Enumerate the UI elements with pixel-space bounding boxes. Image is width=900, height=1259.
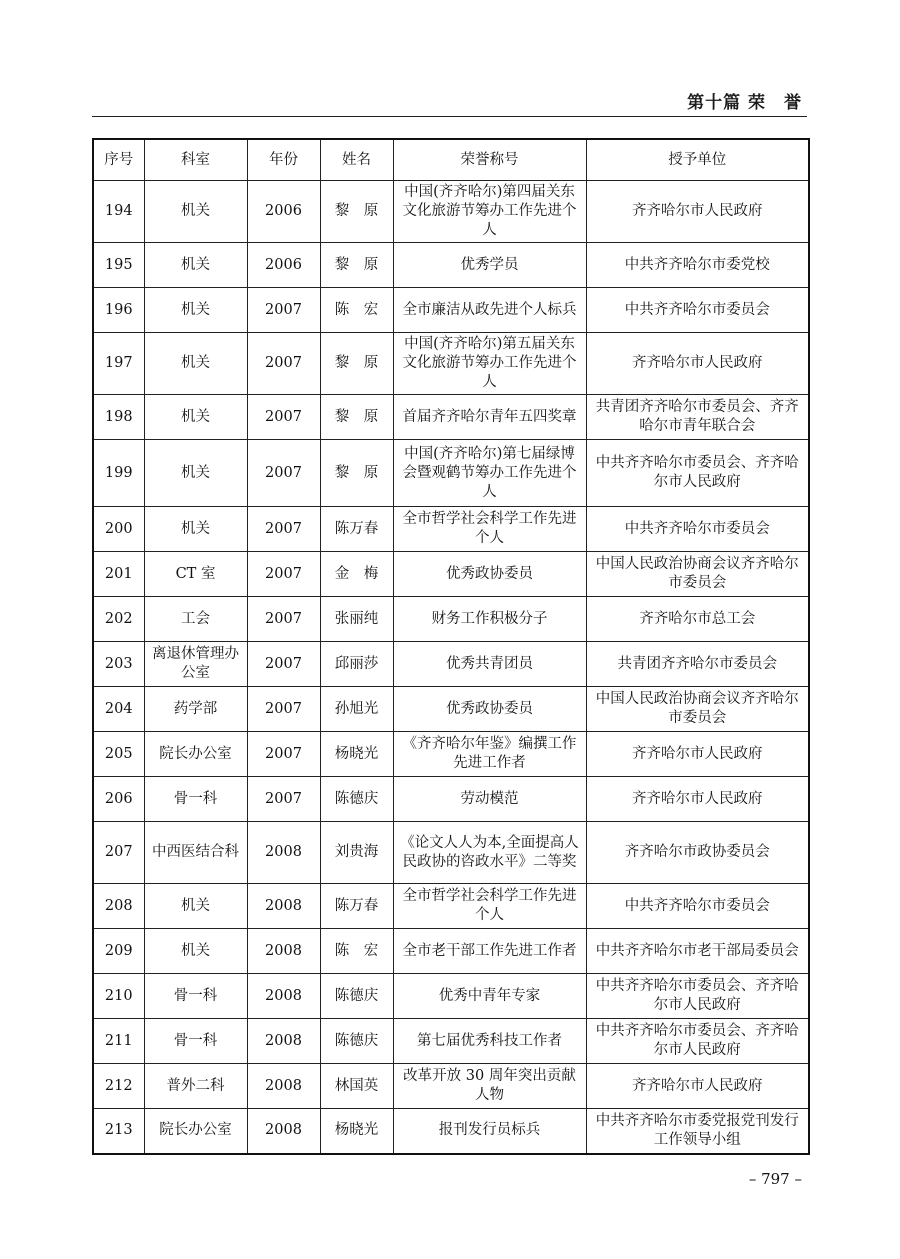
cell-year: 2007 xyxy=(247,597,320,642)
cell-year: 2007 xyxy=(247,777,320,822)
table-row xyxy=(93,732,809,777)
cell-grantor: 中共齐齐哈尔市委员会 xyxy=(586,507,809,552)
cell-honor: 改革开放 30 周年突出贡献人物 xyxy=(393,1064,586,1109)
cell-no: 212 xyxy=(93,1064,144,1109)
cell-year: 2008 xyxy=(247,974,320,1019)
table-row xyxy=(93,974,809,1019)
column-header-no: 序号 xyxy=(93,139,144,181)
column-header-grantor: 授予单位 xyxy=(586,139,809,181)
table-row xyxy=(93,929,809,974)
cell-name: 陈德庆 xyxy=(320,974,393,1019)
cell-name: 金 梅 xyxy=(320,552,393,597)
running-header: 第十篇 荣 誉 xyxy=(687,93,802,113)
cell-name: 张丽纯 xyxy=(320,597,393,642)
cell-dept: 骨一科 xyxy=(144,777,247,822)
cell-grantor: 齐齐哈尔市人民政府 xyxy=(586,1064,809,1109)
cell-grantor: 齐齐哈尔市人民政府 xyxy=(586,181,809,243)
cell-name: 陈 宏 xyxy=(320,288,393,333)
cell-name: 陈万春 xyxy=(320,884,393,929)
cell-honor: 优秀中青年专家 xyxy=(393,974,586,1019)
cell-year: 2007 xyxy=(247,552,320,597)
cell-honor: 《齐齐哈尔年鉴》编撰工作先进工作者 xyxy=(393,732,586,777)
cell-grantor: 中共齐齐哈尔市委员会 xyxy=(586,884,809,929)
cell-dept: 普外二科 xyxy=(144,1064,247,1109)
cell-no: 201 xyxy=(93,552,144,597)
cell-no: 208 xyxy=(93,884,144,929)
cell-year: 2007 xyxy=(247,507,320,552)
cell-grantor: 中国人民政治协商会议齐齐哈尔市委员会 xyxy=(586,687,809,732)
cell-dept: 离退休管理办公室 xyxy=(144,642,247,687)
cell-year: 2008 xyxy=(247,929,320,974)
cell-grantor: 中共齐齐哈尔市委党报党刊发行工作领导小组 xyxy=(586,1109,809,1154)
cell-year: 2007 xyxy=(247,440,320,507)
cell-no: 197 xyxy=(93,333,144,395)
honors-table xyxy=(92,138,810,1155)
cell-dept: 药学部 xyxy=(144,687,247,732)
cell-dept: 机关 xyxy=(144,288,247,333)
cell-honor: 第七届优秀科技工作者 xyxy=(393,1019,586,1064)
table-row xyxy=(93,440,809,507)
cell-grantor: 中共齐齐哈尔市委员会、齐齐哈尔市人民政府 xyxy=(586,440,809,507)
table-row xyxy=(93,288,809,333)
cell-dept: 院长办公室 xyxy=(144,732,247,777)
cell-no: 207 xyxy=(93,822,144,884)
cell-dept: 骨一科 xyxy=(144,974,247,1019)
cell-honor: 优秀共青团员 xyxy=(393,642,586,687)
table-row xyxy=(93,507,809,552)
cell-grantor: 中共齐齐哈尔市委员会 xyxy=(586,288,809,333)
cell-grantor: 共青团齐齐哈尔市委员会 xyxy=(586,642,809,687)
cell-dept: 院长办公室 xyxy=(144,1109,247,1154)
cell-no: 204 xyxy=(93,687,144,732)
column-header-honor: 荣誉称号 xyxy=(393,139,586,181)
cell-name: 林国英 xyxy=(320,1064,393,1109)
cell-grantor: 中共齐齐哈尔市老干部局委员会 xyxy=(586,929,809,974)
cell-dept: 机关 xyxy=(144,243,247,288)
cell-year: 2007 xyxy=(247,395,320,440)
cell-honor: 优秀政协委员 xyxy=(393,552,586,597)
cell-year: 2008 xyxy=(247,822,320,884)
cell-year: 2007 xyxy=(247,732,320,777)
cell-name: 黎 原 xyxy=(320,243,393,288)
cell-grantor: 中共齐齐哈尔市委员会、齐齐哈尔市人民政府 xyxy=(586,974,809,1019)
table-row xyxy=(93,1019,809,1064)
cell-honor: 全市哲学社会科学工作先进个人 xyxy=(393,884,586,929)
cell-no: 202 xyxy=(93,597,144,642)
cell-year: 2008 xyxy=(247,1019,320,1064)
cell-name: 陈 宏 xyxy=(320,929,393,974)
cell-honor: 首届齐齐哈尔青年五四奖章 xyxy=(393,395,586,440)
table-body xyxy=(93,181,809,1154)
cell-dept: 机关 xyxy=(144,507,247,552)
cell-name: 黎 原 xyxy=(320,333,393,395)
cell-name: 黎 原 xyxy=(320,440,393,507)
cell-no: 196 xyxy=(93,288,144,333)
cell-no: 209 xyxy=(93,929,144,974)
cell-dept: 机关 xyxy=(144,884,247,929)
cell-name: 黎 原 xyxy=(320,181,393,243)
cell-year: 2008 xyxy=(247,1109,320,1154)
table-row xyxy=(93,333,809,395)
cell-honor: 中国(齐齐哈尔)第四届关东文化旅游节筹办工作先进个人 xyxy=(393,181,586,243)
cell-name: 杨晓光 xyxy=(320,1109,393,1154)
cell-no: 199 xyxy=(93,440,144,507)
cell-year: 2006 xyxy=(247,181,320,243)
cell-name: 黎 原 xyxy=(320,395,393,440)
cell-dept: 机关 xyxy=(144,395,247,440)
table-row xyxy=(93,1064,809,1109)
cell-dept: 机关 xyxy=(144,440,247,507)
cell-year: 2007 xyxy=(247,333,320,395)
cell-no: 203 xyxy=(93,642,144,687)
cell-dept: 机关 xyxy=(144,929,247,974)
cell-honor: 全市老干部工作先进工作者 xyxy=(393,929,586,974)
cell-name: 陈德庆 xyxy=(320,777,393,822)
cell-grantor: 共青团齐齐哈尔市委员会、齐齐哈尔市青年联合会 xyxy=(586,395,809,440)
table-row xyxy=(93,395,809,440)
header-rule xyxy=(92,116,807,117)
cell-name: 刘贵海 xyxy=(320,822,393,884)
column-header-name: 姓名 xyxy=(320,139,393,181)
cell-no: 210 xyxy=(93,974,144,1019)
cell-name: 陈德庆 xyxy=(320,1019,393,1064)
table-row xyxy=(93,597,809,642)
column-header-year: 年份 xyxy=(247,139,320,181)
table-row xyxy=(93,777,809,822)
table-header-row xyxy=(93,139,809,181)
table-row xyxy=(93,552,809,597)
cell-honor: 劳动模范 xyxy=(393,777,586,822)
cell-honor: 全市哲学社会科学工作先进个人 xyxy=(393,507,586,552)
cell-no: 200 xyxy=(93,507,144,552)
cell-year: 2008 xyxy=(247,1064,320,1109)
cell-no: 195 xyxy=(93,243,144,288)
cell-no: 213 xyxy=(93,1109,144,1154)
table-row xyxy=(93,642,809,687)
cell-year: 2007 xyxy=(247,687,320,732)
cell-name: 杨晓光 xyxy=(320,732,393,777)
cell-no: 194 xyxy=(93,181,144,243)
cell-no: 198 xyxy=(93,395,144,440)
cell-dept: 机关 xyxy=(144,333,247,395)
cell-no: 205 xyxy=(93,732,144,777)
table-row xyxy=(93,181,809,243)
cell-honor: 优秀政协委员 xyxy=(393,687,586,732)
cell-honor: 中国(齐齐哈尔)第五届关东文化旅游节筹办工作先进个人 xyxy=(393,333,586,395)
cell-honor: 优秀学员 xyxy=(393,243,586,288)
cell-dept: 中西医结合科 xyxy=(144,822,247,884)
cell-name: 邱丽莎 xyxy=(320,642,393,687)
cell-no: 206 xyxy=(93,777,144,822)
cell-grantor: 齐齐哈尔市政协委员会 xyxy=(586,822,809,884)
cell-grantor: 齐齐哈尔市总工会 xyxy=(586,597,809,642)
cell-honor: 财务工作积极分子 xyxy=(393,597,586,642)
cell-no: 211 xyxy=(93,1019,144,1064)
cell-honor: 《论文人人为本,全面提高人民政协的咨政水平》二等奖 xyxy=(393,822,586,884)
table-row xyxy=(93,243,809,288)
cell-name: 孙旭光 xyxy=(320,687,393,732)
table-row xyxy=(93,687,809,732)
cell-year: 2008 xyxy=(247,884,320,929)
table-row xyxy=(93,1109,809,1154)
cell-dept: 工会 xyxy=(144,597,247,642)
cell-name: 陈万春 xyxy=(320,507,393,552)
cell-year: 2006 xyxy=(247,243,320,288)
cell-honor: 报刊发行员标兵 xyxy=(393,1109,586,1154)
table-row xyxy=(93,822,809,884)
cell-grantor: 齐齐哈尔市人民政府 xyxy=(586,333,809,395)
cell-grantor: 中共齐齐哈尔市委员会、齐齐哈尔市人民政府 xyxy=(586,1019,809,1064)
cell-year: 2007 xyxy=(247,288,320,333)
table-row xyxy=(93,884,809,929)
cell-grantor: 中国人民政治协商会议齐齐哈尔市委员会 xyxy=(586,552,809,597)
cell-honor: 中国(齐齐哈尔)第七届绿博会暨观鹤节筹办工作先进个人 xyxy=(393,440,586,507)
cell-dept: 机关 xyxy=(144,181,247,243)
page-number: – 797 – xyxy=(748,1170,802,1188)
cell-honor: 全市廉洁从政先进个人标兵 xyxy=(393,288,586,333)
cell-year: 2007 xyxy=(247,642,320,687)
cell-grantor: 齐齐哈尔市人民政府 xyxy=(586,732,809,777)
column-header-dept: 科室 xyxy=(144,139,247,181)
cell-dept: CT 室 xyxy=(144,552,247,597)
cell-grantor: 中共齐齐哈尔市委党校 xyxy=(586,243,809,288)
cell-dept: 骨一科 xyxy=(144,1019,247,1064)
cell-grantor: 齐齐哈尔市人民政府 xyxy=(586,777,809,822)
